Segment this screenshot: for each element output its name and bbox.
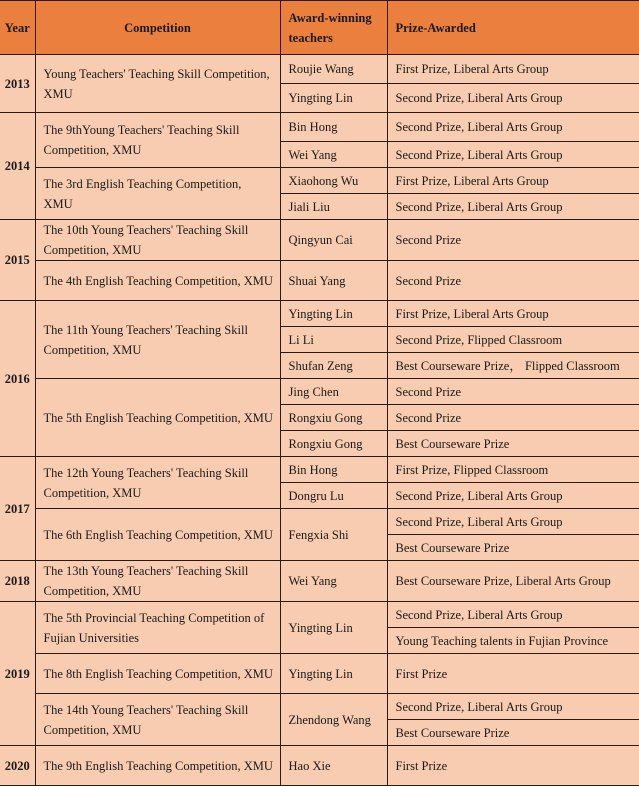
teacher-cell: Yingting Lin — [280, 301, 387, 327]
prize-cell: Second Prize — [387, 379, 639, 405]
teacher-cell: Shuai Yang — [280, 261, 387, 301]
prize-cell: Second Prize, Liberal Arts Group — [387, 602, 639, 628]
teacher-cell: Zhendong Wang — [280, 694, 387, 746]
competition-cell: The 9th English Teaching Competition, XMU — [35, 746, 280, 786]
prize-cell: Best Courseware Prize — [387, 535, 639, 561]
teacher-cell: Hao Xie — [280, 746, 387, 786]
competition-cell: The 9thYoung Teachers' Teaching Skill Competition, XMU — [35, 113, 280, 168]
prize-cell: Best Courseware Prize， Flipped Classroom — [387, 353, 639, 379]
teacher-cell: Jiali Liu — [280, 194, 387, 220]
teacher-cell: Fengxia Shi — [280, 509, 387, 561]
prize-cell: Best Courseware Prize — [387, 431, 639, 457]
prize-cell: Second Prize, Liberal Arts Group — [387, 84, 639, 113]
teacher-cell: Xiaohong Wu — [280, 168, 387, 194]
prize-cell: First Prize — [387, 654, 639, 694]
competition-cell: The 4th English Teaching Competition, XMU — [35, 261, 280, 301]
competition-cell: The 10th Young Teachers' Teaching Skill Competition, XMU — [35, 220, 280, 261]
table-row — [0, 509, 639, 535]
teacher-cell: Bin Hong — [280, 457, 387, 483]
table-row — [0, 602, 639, 628]
table-row — [0, 694, 639, 720]
header-prize: Prize-Awarded — [387, 1, 639, 55]
table-row — [0, 746, 639, 786]
teacher-cell: Rongxiu Gong — [280, 405, 387, 431]
year-cell: 2017 — [0, 457, 35, 561]
table-row — [0, 561, 639, 602]
competition-cell: The 3rd English Teaching Competition, XMU — [35, 168, 280, 220]
table-row — [0, 379, 639, 405]
competition-cell: The 5th Provincial Teaching Competition of Fujian Universities — [35, 602, 280, 654]
teacher-cell: Bin Hong — [280, 113, 387, 142]
table-row — [0, 55, 639, 84]
prize-cell: Second Prize, Liberal Arts Group — [387, 142, 639, 168]
prize-cell: Second Prize, Liberal Arts Group — [387, 194, 639, 220]
prize-cell: First Prize, Liberal Arts Group — [387, 168, 639, 194]
teacher-cell: Dongru Lu — [280, 483, 387, 509]
competition-cell: The 11th Young Teachers' Teaching Skill Competition, XMU — [35, 301, 280, 379]
prize-cell: First Prize, Liberal Arts Group — [387, 55, 639, 84]
header-competition: Competition — [35, 1, 280, 55]
prize-cell: Best Courseware Prize, Liberal Arts Group — [387, 561, 639, 602]
teacher-cell: Jing Chen — [280, 379, 387, 405]
table-row — [0, 113, 639, 142]
header-year: Year — [0, 1, 35, 55]
prize-cell: Second Prize, Liberal Arts Group — [387, 509, 639, 535]
competition-cell: The 5th English Teaching Competition, XMU — [35, 379, 280, 457]
table-row — [0, 301, 639, 327]
prize-cell: Second Prize, Liberal Arts Group — [387, 694, 639, 720]
competition-cell: Young Teachers' Teaching Skill Competition, XMU — [35, 55, 280, 113]
year-cell: 2019 — [0, 602, 35, 746]
prize-cell: Second Prize — [387, 405, 639, 431]
prize-cell: First Prize, Flipped Classroom — [387, 457, 639, 483]
teacher-cell: Wei Yang — [280, 142, 387, 168]
year-cell: 2020 — [0, 746, 35, 786]
prize-cell: Best Courseware Prize — [387, 720, 639, 746]
prize-cell: First Prize, Liberal Arts Group — [387, 301, 639, 327]
prize-cell: Young Teaching talents in Fujian Province — [387, 628, 639, 654]
competition-cell: The 12th Young Teachers' Teaching Skill Competition, XMU — [35, 457, 280, 509]
teacher-cell: Qingyun Cai — [280, 220, 387, 261]
table-row — [0, 220, 639, 261]
teacher-cell: Rongxiu Gong — [280, 431, 387, 457]
table-row — [0, 168, 639, 194]
teacher-cell: Wei Yang — [280, 561, 387, 602]
prize-cell: Second Prize, Flipped Classroom — [387, 327, 639, 353]
prize-cell: Second Prize, Liberal Arts Group — [387, 483, 639, 509]
teacher-cell: Yingting Lin — [280, 654, 387, 694]
teacher-cell: Yingting Lin — [280, 84, 387, 113]
prize-cell: Second Prize — [387, 220, 639, 261]
prize-cell: Second Prize, Liberal Arts Group — [387, 113, 639, 142]
year-cell: 2016 — [0, 301, 35, 457]
year-cell: 2018 — [0, 561, 35, 602]
table-row — [0, 261, 639, 301]
table-row — [0, 654, 639, 694]
competition-cell: The 6th English Teaching Competition, XMU — [35, 509, 280, 561]
teacher-cell: Roujie Wang — [280, 55, 387, 84]
competition-cell: The 14th Young Teachers' Teaching Skill Competition, XMU — [35, 694, 280, 746]
year-cell: 2014 — [0, 113, 35, 220]
header-teachers: Award-winning teachers — [280, 1, 387, 55]
year-cell: 2013 — [0, 55, 35, 113]
competition-cell: The 8th English Teaching Competition, XMU — [35, 654, 280, 694]
prize-cell: First Prize — [387, 746, 639, 786]
prize-cell: Second Prize — [387, 261, 639, 301]
table-row — [0, 457, 639, 483]
teacher-cell: Yingting Lin — [280, 602, 387, 654]
year-cell: 2015 — [0, 220, 35, 301]
header-row — [0, 1, 639, 55]
teacher-cell: Li Li — [280, 327, 387, 353]
competition-cell: The 13th Young Teachers' Teaching Skill Competition, XMU — [35, 561, 280, 602]
teacher-cell: Shufan Zeng — [280, 353, 387, 379]
